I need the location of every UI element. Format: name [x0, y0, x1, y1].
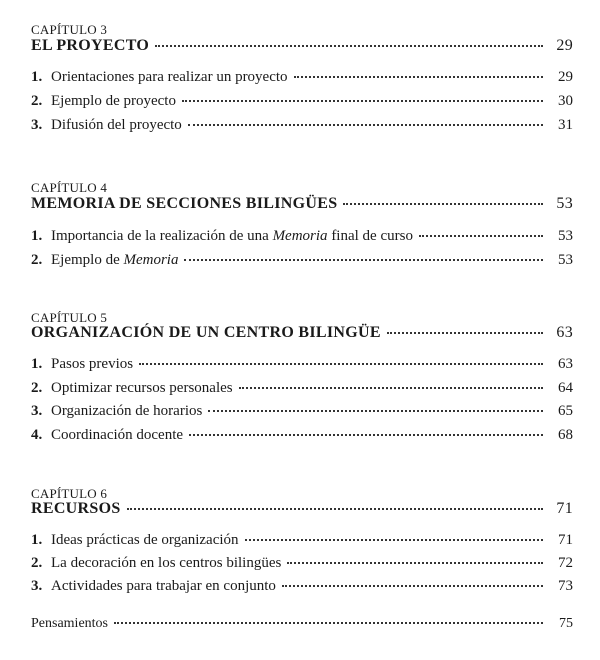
- dot-leader: [155, 44, 543, 47]
- dot-leader: [245, 538, 543, 541]
- toc-entry: [31, 250, 573, 270]
- entry-number: 2.: [31, 252, 43, 268]
- page-number: 31: [558, 117, 573, 133]
- dot-leader: [139, 362, 543, 365]
- dot-leader: [282, 584, 543, 587]
- chapter-title: ORGANIZACIÓN DE UN CENTRO BILINGÜE: [31, 324, 381, 341]
- page-number: 29: [558, 69, 573, 85]
- dot-leader: [419, 234, 543, 237]
- entry-title: Coordinación docente: [51, 427, 184, 443]
- page-number: 64: [558, 380, 573, 396]
- chapter-label: CAPÍTULO 5: [31, 310, 108, 325]
- entry-title: La decoración en los centros bilingües: [51, 555, 282, 571]
- entry-number: 1.: [31, 69, 43, 85]
- entry-number: 3.: [31, 578, 43, 594]
- page-number: 53: [558, 252, 573, 268]
- toc-entry: [31, 378, 573, 398]
- entry-title: Ejemplo de Memoria: [51, 252, 179, 268]
- toc-entry: [31, 91, 573, 111]
- chapter-label: CAPÍTULO 4: [31, 180, 108, 195]
- chapter-heading: [31, 499, 573, 519]
- page-number: 75: [559, 616, 573, 631]
- dot-leader: [208, 409, 543, 412]
- page-number: 71: [558, 532, 573, 548]
- toc-entry: [31, 553, 573, 573]
- chapter-title: EL PROYECTO: [31, 37, 150, 54]
- dot-leader: [239, 386, 543, 389]
- toc-entry-final: [31, 614, 573, 634]
- dot-leader: [287, 561, 543, 564]
- entry-number: 4.: [31, 427, 43, 443]
- page-number: 68: [558, 427, 573, 443]
- toc-entry: [31, 226, 573, 246]
- entry-title: Organización de horarios: [51, 403, 203, 419]
- page-number: 30: [558, 93, 573, 109]
- page-number: 73: [558, 578, 573, 594]
- entry-title: Ideas prácticas de organización: [51, 532, 239, 548]
- dot-leader: [127, 507, 543, 510]
- entry-number: 2.: [31, 93, 43, 109]
- dot-leader: [189, 433, 543, 436]
- dot-leader: [114, 621, 543, 624]
- entry-number: 3.: [31, 117, 43, 133]
- dot-leader: [184, 258, 543, 261]
- entry-number: 1.: [31, 532, 43, 548]
- page-number: 71: [556, 500, 573, 517]
- chapter-title: RECURSOS: [31, 500, 121, 517]
- entry-title: Pasos previos: [51, 356, 134, 372]
- chapter-heading: [31, 323, 573, 343]
- toc-entry: [31, 401, 573, 421]
- italic-word: Memoria: [272, 228, 328, 244]
- page-number: 53: [558, 228, 573, 244]
- entry-title: Difusión del proyecto: [51, 117, 182, 133]
- dot-leader: [188, 123, 543, 126]
- dot-leader: [182, 99, 543, 102]
- italic-word: Memoria: [123, 252, 179, 268]
- toc-entry: [31, 115, 573, 135]
- toc-entry: [31, 576, 573, 596]
- entry-title: Actividades para trabajar en conjunto: [51, 578, 276, 594]
- chapter-title: MEMORIA DE SECCIONES BILINGÜES: [31, 195, 338, 212]
- dot-leader: [294, 75, 543, 78]
- entry-number: 3.: [31, 403, 43, 419]
- entry-title: Orientaciones para realizar un proyecto: [51, 69, 288, 85]
- toc-entry: [31, 67, 573, 87]
- entry-title: Pensamientos: [31, 616, 108, 631]
- chapter-label: CAPÍTULO 6: [31, 486, 108, 501]
- page-number: 72: [558, 555, 573, 571]
- chapter-heading: [31, 194, 573, 214]
- entry-number: 2.: [31, 555, 43, 571]
- page-number: 53: [556, 195, 573, 212]
- page-number: 63: [558, 356, 573, 372]
- toc-entry: [31, 425, 573, 445]
- entry-title: Optimizar recursos personales: [51, 380, 233, 396]
- page-number: 29: [556, 37, 573, 54]
- entry-number: 1.: [31, 228, 43, 244]
- entry-number: 1.: [31, 356, 43, 372]
- entry-title: Ejemplo de proyecto: [51, 93, 176, 109]
- dot-leader: [343, 202, 543, 205]
- page-number: 65: [558, 403, 573, 419]
- toc-entry: [31, 354, 573, 374]
- entry-number: 2.: [31, 380, 43, 396]
- entry-title: Importancia de la realización de una Memoria final de curso: [51, 228, 413, 244]
- dot-leader: [387, 331, 543, 334]
- page-number: 63: [556, 324, 573, 341]
- chapter-label: CAPÍTULO 3: [31, 22, 108, 37]
- chapter-heading: [31, 36, 573, 56]
- toc-entry: [31, 530, 573, 550]
